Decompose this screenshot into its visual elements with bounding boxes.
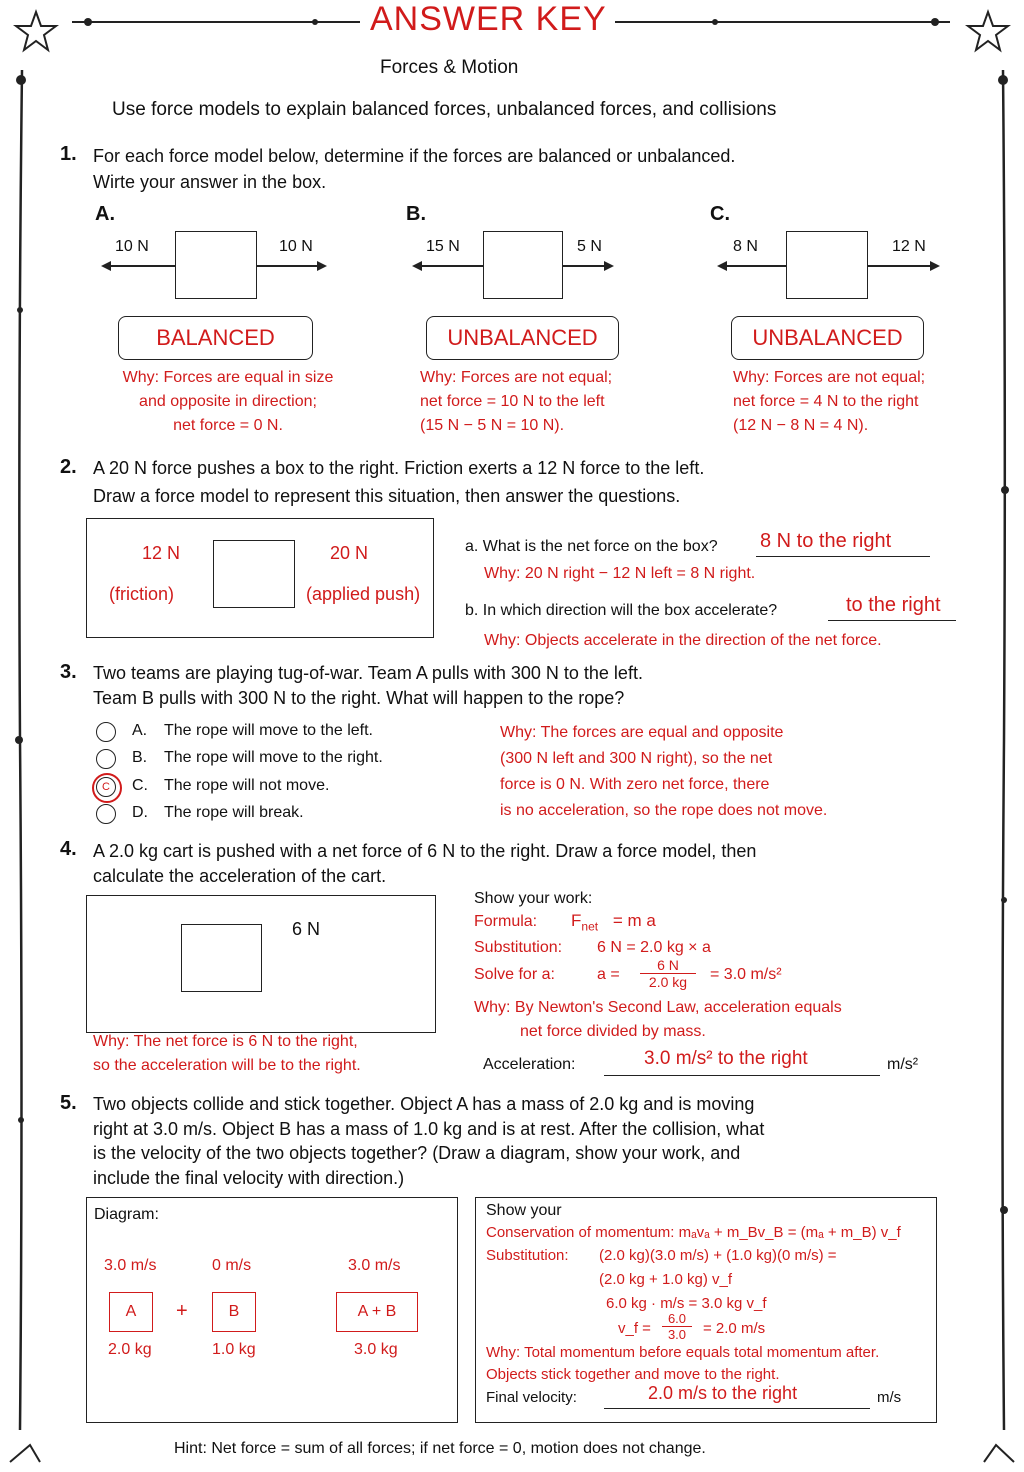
velocity-label: 0 m/s (212, 1257, 252, 1274)
force-model-box (181, 924, 262, 992)
question-text: A 20 N force pushes a box to the right. Friction exerts a 12 N force to the left. (93, 458, 705, 478)
work-line: = 2.0 m/s (703, 1320, 766, 1337)
answer-line[interactable] (604, 1048, 880, 1076)
velocity-label: 3.0 m/s (348, 1257, 401, 1274)
radio-option-d[interactable] (96, 804, 116, 824)
explanation: Why: Objects accelerate in the direction of the net force. (484, 632, 882, 649)
solve-result: = 3.0 m/s² (710, 966, 782, 983)
answer-line[interactable] (828, 594, 956, 621)
force-label: 15 N (426, 238, 460, 255)
hint: Hint: Net force = sum of all forces; if net force = 0, motion does not change. (174, 1440, 706, 1457)
explanation: Why: 20 N right − 12 N left = 8 N right. (484, 565, 756, 582)
object-ab: A + B (336, 1292, 418, 1332)
question-text: Two objects collide and stick together. Object A has a mass of 2.0 kg and is moving right at 3.0 m/s. Object B has a mass of 1.0 kg and is at rest. After the collision, what is the velocity of the two objects together? (Draw a diagram, show your work, and include the final velocity with direction.) (93, 1094, 765, 1188)
radio-option-b[interactable] (96, 749, 116, 769)
fraction: 6.0 3.0 (662, 1311, 692, 1342)
question-text: A 2.0 kg cart is pushed with a net force of 6 N to the right. Draw a force model, then (93, 841, 757, 861)
question-text: Two teams are playing tug-of-war. Team A pulls with 300 N to the left. (93, 663, 643, 683)
velocity-label: 3.0 m/s (104, 1257, 157, 1274)
page-subtitle: Forces & Motion (380, 57, 519, 78)
question-text: Draw a force model to represent this situation, then answer the questions. (93, 486, 681, 506)
formula-label: Formula: (474, 913, 538, 930)
force-label: (friction) (109, 584, 175, 604)
force-model-box (786, 231, 868, 299)
model-letter: B. (406, 203, 426, 225)
force-model-box (175, 231, 257, 299)
explanation: Why: The net force is 6 N to the right, so the acceleration will be to the right. (93, 1033, 361, 1074)
question-number: 1. (60, 143, 77, 165)
object-a: A (109, 1292, 153, 1332)
answer-line[interactable] (756, 530, 930, 557)
answer-text: 8 N to the right (760, 530, 892, 552)
explanation: net force divided by mass. (520, 1023, 706, 1040)
page-title: ANSWER KEY (370, 0, 607, 38)
substitution-label: Substitution: (474, 939, 563, 956)
option-letter: A. (132, 722, 148, 739)
answer-box[interactable] (731, 316, 924, 360)
question-text: For each force model below, determine if the forces are balanced or unbalanced. (93, 146, 736, 166)
question-text: Team B pulls with 300 N to the right. What will happen to the rope? (93, 688, 625, 708)
unit-label: m/s² (887, 1056, 919, 1073)
force-label: 8 N (733, 238, 758, 255)
solve-label: Solve for a: (474, 966, 555, 983)
force-label: 10 N (115, 238, 149, 255)
mass-label: 3.0 kg (354, 1341, 398, 1358)
question-number: 2. (60, 456, 77, 478)
answer-text: to the right (846, 594, 941, 616)
explanation: Objects stick together and move to the right. (486, 1366, 780, 1383)
option-text: The rope will break. (164, 804, 304, 821)
answer-box[interactable] (118, 316, 313, 360)
mass-label: 2.0 kg (108, 1341, 152, 1358)
explanation: Why: Forces are equal in size and opposite in direction; net force = 0 N. (122, 369, 334, 434)
force-label: 10 N (279, 238, 313, 255)
fraction: 6 N 2.0 kg (640, 957, 696, 990)
work-line: v_f = (618, 1320, 651, 1337)
option-text: The rope will move to the left. (164, 722, 373, 739)
question-number: 5. (60, 1092, 77, 1114)
explanation: Why: Forces are not equal; net force = 10 N to the left (15 N − 5 N = 10 N). (420, 369, 613, 434)
question-text: Wirte your answer in the box. (93, 172, 327, 192)
acceleration-label: Acceleration: (483, 1056, 576, 1073)
work-label: Show your (486, 1202, 562, 1219)
unit-label: m/s (877, 1389, 902, 1406)
option-letter: C. (132, 777, 148, 794)
answer-line[interactable] (604, 1383, 870, 1409)
work-line: 6.0 kg · m/s = 3.0 kg v_f (606, 1295, 767, 1312)
option-letter: B. (132, 749, 148, 766)
answer-text: 3.0 m/s² to the right (644, 1048, 808, 1069)
mass-label: 1.0 kg (212, 1341, 256, 1358)
diagram-label: Diagram: (94, 1206, 159, 1223)
sub-question: b. In which direction will the box accelerate? (465, 602, 778, 619)
substitution-label: Substitution: (486, 1247, 569, 1264)
star-icon (16, 12, 56, 50)
formula: $F_{net} = m$ a (571, 911, 656, 934)
explanation: Why: Forces are not equal; net force = 4 N to the right (12 N − 8 N = 4 N). (733, 369, 926, 434)
option-letter: D. (132, 804, 148, 821)
radio-option-a[interactable] (96, 722, 116, 742)
question-text: calculate the acceleration of the cart. (93, 866, 387, 886)
option-text: The rope will not move. (164, 777, 330, 794)
force-model-box (213, 540, 295, 608)
answer-box[interactable] (426, 316, 619, 360)
option-text: The rope will move to the right. (164, 749, 383, 766)
force-label: 5 N (577, 238, 602, 255)
answer-text: BALANCED (156, 325, 275, 350)
sub-question: a. What is the net force on the box? (465, 538, 718, 555)
radio-option-c[interactable]: C (96, 777, 116, 797)
instructions: Use force models to explain balanced forces, unbalanced forces, and collisions (112, 99, 777, 120)
answer-text: UNBALANCED (447, 325, 598, 350)
model-letter: C. (710, 203, 730, 225)
substitution: 6 N = 2.0 kg × a (597, 939, 711, 956)
answer-text: UNBALANCED (752, 325, 903, 350)
force-label: 6 N (292, 919, 321, 939)
substitution: (2.0 kg)(3.0 m/s) + (1.0 kg)(0 m/s) = (599, 1247, 837, 1264)
explanation: Why: Total momentum before equals total momentum after. (486, 1344, 880, 1361)
force-label: 12 N (142, 543, 181, 563)
force-model-box (483, 231, 563, 299)
momentum-equation: Conservation of momentum: mₐvₐ + m_Bv_B = (mₐ + m_B) v_f (486, 1224, 901, 1241)
work-line: (2.0 kg + 1.0 kg) v_f (599, 1271, 732, 1288)
force-label: 20 N (330, 543, 369, 563)
work-label: Show your work: (474, 890, 593, 907)
force-label: (applied push) (306, 584, 421, 604)
plus-sign: + (176, 1300, 188, 1322)
question-number: 4. (60, 838, 77, 860)
explanation: Why: The forces are equal and opposite (300 N left and 300 N right), so the net force is 0 N. With zero net force, there is no acceleration, so the rope does not move. (500, 724, 828, 819)
object-b: B (212, 1292, 256, 1332)
solve-lhs: a = (597, 966, 620, 983)
star-icon (968, 12, 1008, 50)
explanation: Why: By Newton's Second Law, acceleration equals (474, 999, 842, 1016)
force-label: 12 N (892, 238, 926, 255)
final-velocity-label: Final velocity: (486, 1389, 577, 1406)
question-number: 3. (60, 661, 77, 683)
model-letter: A. (95, 203, 115, 225)
answer-text: 2.0 m/s to the right (648, 1383, 798, 1403)
